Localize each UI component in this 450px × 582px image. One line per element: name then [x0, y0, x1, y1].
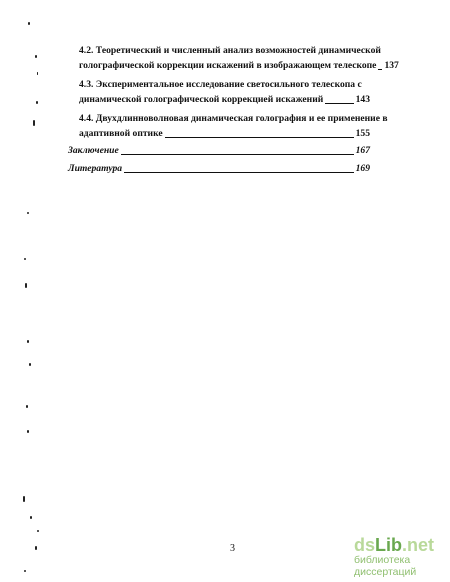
toc-line [79, 112, 388, 127]
toc-page-number: 137 [384, 59, 399, 71]
scan-speck [25, 283, 27, 288]
scan-speck [28, 22, 30, 25]
toc-entry-text: 4.4. Двухдлинноволновая динамическая голография и ее применение в [79, 113, 388, 124]
toc-entry-text: 4.2. Теоретический и численный анализ возможностей динамической [79, 45, 381, 56]
scan-speck [24, 258, 26, 260]
page-number: 3 [230, 543, 235, 554]
toc-line [79, 127, 370, 142]
toc-entry-text: голографической коррекции искажений в изображающем телескопе [79, 59, 377, 71]
dslib-logo [354, 535, 450, 556]
scan-speck [36, 101, 38, 104]
toc-entry-text: динамической голографической коррекцией искажений [79, 93, 324, 105]
toc-leader [325, 103, 353, 104]
toc-entry-text: Литература [68, 163, 123, 174]
toc-entry-4-3[interactable] [79, 78, 370, 107]
toc-line [79, 44, 381, 59]
scan-speck [26, 405, 28, 408]
toc-entry-references[interactable] [68, 162, 370, 176]
toc-line [79, 93, 370, 108]
toc-entry-text: 4.3. Экспериментальное исследование светосильного телескопа с [79, 79, 362, 90]
toc-leader [124, 172, 354, 173]
scan-speck [24, 570, 26, 572]
toc-entry-4-4[interactable] [79, 112, 388, 141]
scan-speck [35, 546, 37, 550]
scan-speck [23, 496, 25, 502]
toc-line [79, 78, 370, 93]
toc-page-number: 169 [355, 163, 370, 174]
dslib-watermark [354, 535, 450, 579]
toc-page-number: 167 [355, 145, 370, 156]
toc-page-number: 143 [355, 93, 370, 105]
toc-entry-4-2[interactable] [79, 44, 399, 73]
toc-leader [165, 137, 354, 138]
toc-leader [378, 69, 382, 70]
dslib-logo-lib: Lib [375, 535, 403, 555]
dslib-logo-ds: ds [354, 535, 376, 555]
toc-page-number: 155 [355, 127, 370, 139]
scan-speck [29, 363, 31, 366]
toc-leader [121, 154, 354, 155]
scan-speck [37, 72, 38, 75]
scan-speck [27, 340, 29, 343]
scan-speck [37, 530, 39, 532]
dslib-logo-net: .net [402, 535, 435, 555]
scan-speck [33, 120, 35, 126]
scan-speck [30, 516, 32, 519]
scan-speck [27, 212, 29, 214]
toc-entry-text: адаптивной оптике [79, 127, 163, 139]
dslib-subtitle: библиотека диссертаций [354, 554, 417, 578]
toc-entry-conclusion[interactable] [68, 144, 370, 158]
scan-speck [27, 430, 29, 433]
scan-speck [35, 55, 37, 58]
toc-entry-text: Заключение [68, 145, 119, 156]
toc-line [79, 59, 399, 74]
